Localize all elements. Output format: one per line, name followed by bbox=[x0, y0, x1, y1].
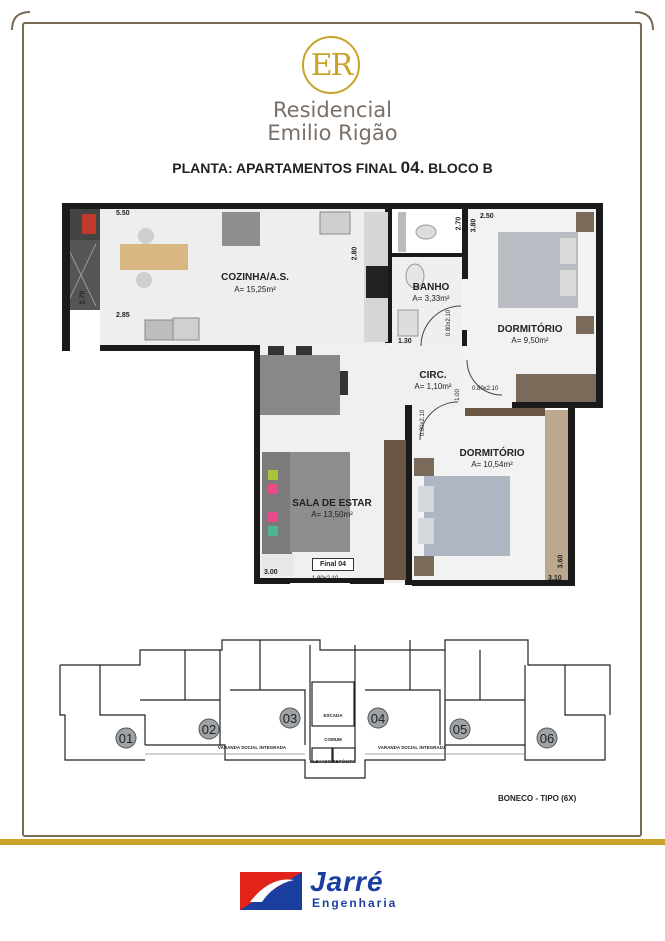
room-area: A= 3,33m² bbox=[412, 294, 450, 303]
developer-name: Jarré bbox=[310, 866, 384, 897]
dimension: 2.70 bbox=[79, 290, 87, 305]
dimension: 1.30 bbox=[398, 338, 412, 345]
room-area: A= 13,50m² bbox=[311, 510, 353, 519]
storage-label: DEPÓSITO bbox=[332, 759, 356, 764]
room-area: A= 10,54m² bbox=[471, 460, 513, 469]
plan-title-suffix: BLOCO B bbox=[424, 160, 493, 176]
common-label: COMUM bbox=[324, 737, 342, 742]
dimension: 5.50 bbox=[116, 210, 130, 217]
room-area: A= 15,25m² bbox=[234, 285, 276, 294]
key-plan-caption: BONECO - TIPO (6X) bbox=[498, 794, 577, 803]
unit-number: 03 bbox=[282, 711, 298, 726]
brand-name-line1: Residencial bbox=[273, 98, 392, 122]
dimension: 1.00 bbox=[454, 389, 461, 401]
developer-logo-icon bbox=[240, 872, 302, 910]
dimension: 3.00 bbox=[264, 569, 278, 576]
room-name: SALA DE ESTAR bbox=[292, 498, 372, 509]
dimension: 3.80 bbox=[470, 218, 478, 233]
room-name: COZINHA/A.S. bbox=[221, 272, 289, 283]
dimension: 0.80x2.10 bbox=[472, 386, 499, 392]
dimension: 3.60 bbox=[557, 554, 565, 569]
dimension: 0.80x2.10 bbox=[420, 409, 427, 437]
unit-number: 04 bbox=[370, 711, 386, 726]
dimension: 2.50 bbox=[480, 213, 494, 220]
room-area: A= 1,10m² bbox=[414, 382, 452, 391]
room-name: CIRC. bbox=[419, 370, 447, 381]
developer-subtitle: Engenharia bbox=[312, 896, 398, 910]
elevator-label: ELEVADOR bbox=[309, 759, 335, 764]
plan-title-prefix: PLANTA: APARTAMENTOS FINAL bbox=[172, 160, 401, 176]
plan-title-number: 04. bbox=[400, 158, 425, 177]
dimension: 2.70 bbox=[455, 216, 463, 231]
dimension: 3.10 bbox=[548, 575, 562, 582]
balcony-label: VARANDA SOCIAL INTEGRADA bbox=[377, 745, 447, 750]
room-name: DORMITÓRIO bbox=[497, 324, 563, 335]
gold-divider bbox=[0, 839, 665, 845]
unit-number: 05 bbox=[452, 722, 468, 737]
dimension: 2.85 bbox=[116, 312, 130, 319]
brand-monogram: ER bbox=[310, 47, 352, 83]
dimension: 1.80x2.10 bbox=[312, 576, 339, 582]
room-area: A= 9,50m² bbox=[511, 336, 549, 345]
unit-number: 02 bbox=[201, 722, 217, 737]
key-plan-walls bbox=[60, 640, 610, 778]
dimension: 0.80x2.10 bbox=[446, 309, 453, 337]
brand-name-line2: Emilio Rigão bbox=[267, 121, 398, 145]
stairs-label: ESCADA bbox=[323, 713, 343, 718]
unit-number: 06 bbox=[539, 731, 555, 746]
dimension: 2.80 bbox=[351, 246, 359, 261]
unit-tag: Final 04 bbox=[312, 558, 354, 571]
room-name: DORMITÓRIO bbox=[459, 448, 525, 459]
balcony-label: VARANDA SOCIAL INTEGRADA bbox=[217, 745, 287, 750]
unit-number: 01 bbox=[118, 731, 134, 746]
room-name: BANHO bbox=[412, 282, 450, 293]
